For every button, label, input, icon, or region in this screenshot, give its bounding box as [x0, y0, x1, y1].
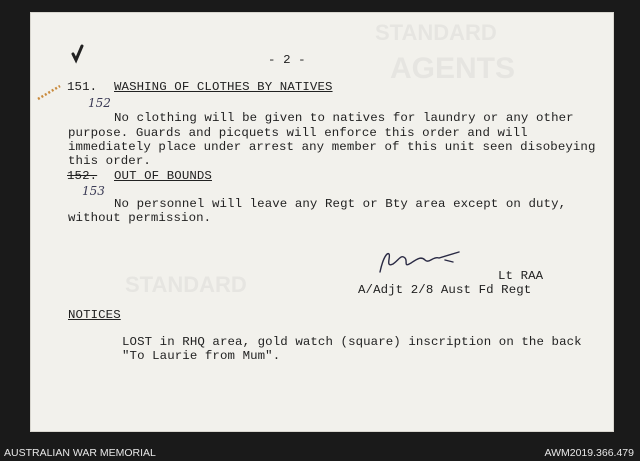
- body-line: purpose. Guards and picquets will enforce this order and will: [68, 126, 528, 140]
- body-line: No personnel will leave any Regt or Bty area except on duty,: [114, 197, 567, 211]
- notice-line: LOST in RHQ area, gold watch (square) inscription on the back: [122, 335, 582, 349]
- orange-pencil-stroke: [35, 82, 65, 102]
- section-heading: WASHING OF CLOTHES BY NATIVES: [114, 80, 333, 94]
- handwritten-renumber: 152: [88, 96, 111, 110]
- standard-watermark-2: STANDARD: [125, 272, 247, 297]
- agents-watermark: AGENTS: [390, 52, 516, 85]
- body-line: this order.: [68, 154, 151, 168]
- section-number: 151.: [67, 80, 98, 94]
- footer-accession: AWM2019.366.479: [544, 447, 634, 459]
- body-line: immediately place under arrest any member of this unit seen disobeying: [68, 140, 596, 154]
- pen-tick-mark: [70, 44, 84, 64]
- signature-rank: Lt RAA: [498, 269, 544, 283]
- body-line: without permission.: [68, 211, 212, 225]
- section-heading: OUT OF BOUNDS: [114, 169, 212, 183]
- notice-line: "To Laurie from Mum".: [122, 349, 281, 363]
- notices-heading: NOTICES: [68, 308, 121, 322]
- body-line: No clothing will be given to natives for laundry or any other: [114, 111, 574, 125]
- handwritten-renumber: 153: [82, 184, 105, 198]
- section-number: 152.: [67, 169, 98, 183]
- footer-source: AUSTRALIAN WAR MEMORIAL: [4, 447, 156, 459]
- page-number: - 2 -: [268, 53, 306, 67]
- standard-watermark: STANDARD: [375, 20, 497, 45]
- document-page: [30, 12, 614, 432]
- signature-appointment: A/Adjt 2/8 Aust Fd Regt: [358, 283, 532, 297]
- signature-scrawl: [375, 246, 465, 276]
